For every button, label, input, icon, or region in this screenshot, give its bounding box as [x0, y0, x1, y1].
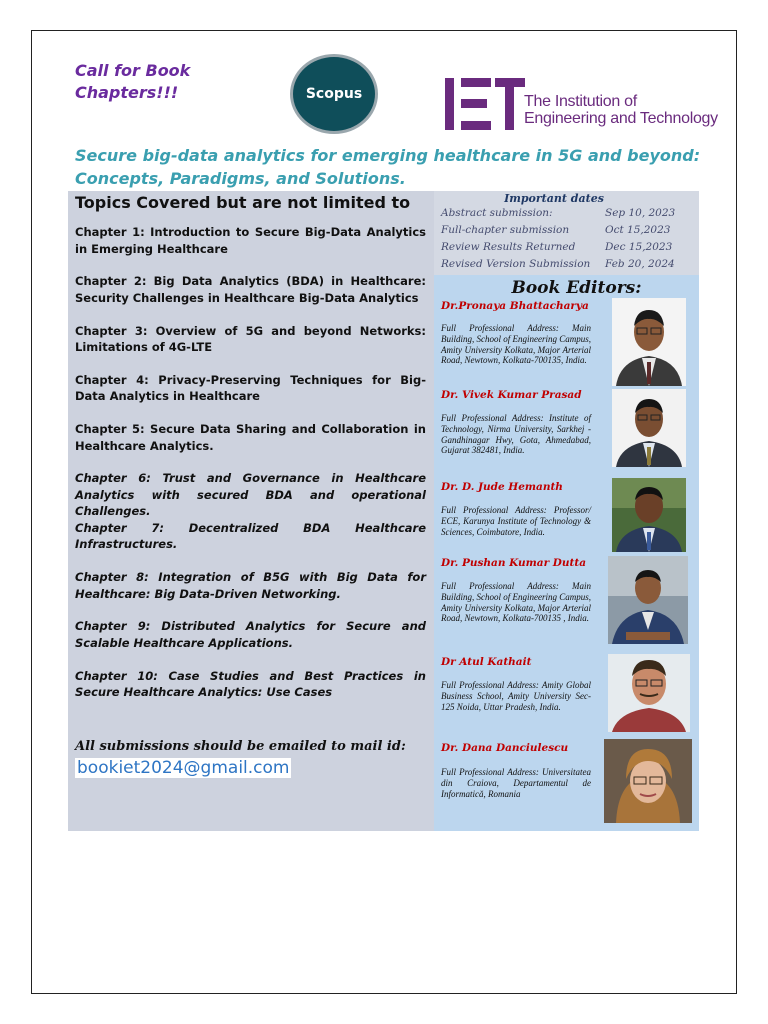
chapter-10: Chapter 10: Case Studies and Best Practices in Secure Healthcare Analytics: Use Cases: [75, 668, 426, 700]
editor-photo: [612, 478, 686, 552]
date-row: Revised Version Submission Feb 20, 2024: [441, 258, 675, 270]
important-dates-title: Important dates: [504, 192, 604, 205]
editor-address: Full Professional Address: Main Building, School of Engineering Campus, Amity University Kolkata, Major Arterial Road, Newtown, Kolkata-700135, India.: [441, 323, 591, 366]
editor-photo: [604, 739, 692, 823]
editor-name: Dr. Dana Danciulescu: [441, 742, 569, 754]
date-row: Full-chapter submission Oct 15,2023: [441, 224, 671, 236]
editor-address: Full Professional Address: Professor/ ECE, Karunya Institute of Technology & Sciences, Coimbatore, India.: [441, 505, 591, 537]
chapter-3: Chapter 3: Overview of 5G and beyond Networks: Limitations of 4G-LTE: [75, 323, 426, 355]
submission-note: All submissions should be emailed to mail id:: [75, 739, 406, 754]
chapter-list: [75, 224, 426, 717]
scopus-logo: Scopus: [293, 57, 375, 131]
submission-email[interactable]: bookiet2024@gmail.com: [77, 758, 290, 778]
editor-name: Dr. D. Jude Hemanth: [441, 481, 563, 493]
editor-address: Full Professional Address: Universitatea din Craiova, Departamentul de Informatică, Romania: [441, 767, 591, 799]
chapter-1: Chapter 1: Introduction to Secure Big-Data Analytics in Emerging Healthcare: [75, 225, 426, 256]
chapter-9: Chapter 9: Distributed Analytics for Secure and Scalable Healthcare Applications.: [75, 619, 426, 650]
editor-photo: [612, 389, 686, 467]
chapter-4: Chapter 4: Privacy-Preserving Techniques for Big-Data Analytics in Healthcare: [75, 372, 426, 404]
chapter-6: Chapter 6: Trust and Governance in Healthcare Analytics with secured BDA and operational Challenges.: [75, 471, 426, 519]
editor-name: Dr. Vivek Kumar Prasad: [441, 389, 582, 401]
editors-title: Book Editors:: [511, 278, 642, 298]
editor-name: Dr Atul Kathait: [441, 656, 532, 668]
editor-address: Full Professional Address: Main Building, School of Engineering Campus, Amity University Kolkata, Major Arterial Road, Newtown, Kolkata-700135 , India.: [441, 581, 591, 624]
editor-name: Dr. Pushan Kumar Dutta: [441, 557, 587, 569]
topics-heading: Topics Covered but are not limited to: [75, 193, 411, 212]
editor-name: Dr.Pronaya Bhattacharya: [441, 300, 589, 312]
book-title: Secure big-data analytics for emerging healthcare in 5G and beyond: Concepts, Paradigms, and Solutions.: [75, 146, 701, 188]
iet-name: The Institution of Engineering and Technology: [524, 93, 718, 127]
editor-address: Full Professional Address: Institute of Technology, Nirma University, Sarkhej - Gandhinagar Hwy, Gota, Ahmedabad, Gujarat 382481, India.: [441, 413, 591, 456]
date-row: Review Results Returned Dec 15,2023: [441, 241, 673, 253]
chapter-8: Chapter 8: Integration of B5G with Big Data for Healthcare: Big Data-Driven Networking.: [75, 570, 426, 601]
editor-photo: [612, 298, 686, 386]
editor-photo: [608, 654, 690, 732]
editor-photo: [608, 556, 688, 644]
call-for-chapters: Call for Book Chapters!!!: [75, 61, 191, 102]
editor-address: Full Professional Address: Amity Global Business School, Amity University Sec-125 Noida, Uttar Pradesh, India.: [441, 680, 591, 712]
date-row: Abstract submission: Sep 10, 2023: [441, 207, 676, 219]
iet-logo: [445, 78, 525, 130]
chapter-7: Chapter 7: Decentralized BDA Healthcare Infrastructures.: [75, 520, 426, 552]
chapter-5: Chapter 5: Secure Data Sharing and Collaboration in Healthcare Analytics.: [75, 422, 426, 453]
chapter-2: Chapter 2: Big Data Analytics (BDA) in Healthcare: Security Challenges in Healthcare Big-Data Analytics: [75, 274, 426, 305]
